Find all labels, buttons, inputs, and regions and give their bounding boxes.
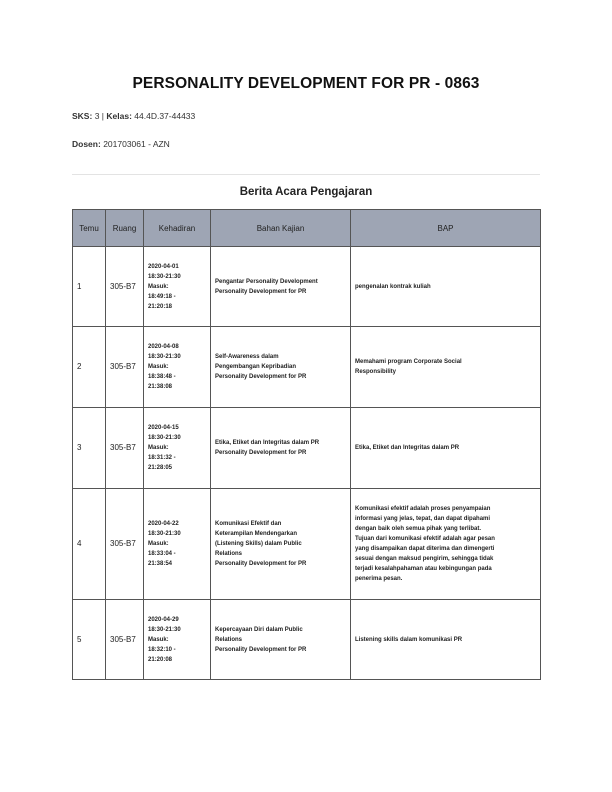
cell-kehadiran-line: 18:38:48 - [148,374,176,380]
kelas-label: Kelas: [106,111,132,121]
cell-bap-line: yang disampaikan dapat diterima dan dimengerti [355,546,495,552]
header-bap: BAP [351,210,541,247]
cell-bap [351,327,541,408]
cell-bahan-kajian-line: Pengembangan Kepribadian [215,364,297,370]
dosen-value: 201703061 - AZN [103,139,170,149]
cell-bap-line: Listening skills dalam komunikasi PR [355,636,463,643]
cell-bap-line: Komunikasi efektif adalah proses penyampaian [355,506,491,512]
cell-bap-line: informasi yang jelas, tepat, dan dapat dipahami [355,516,491,522]
cell-bahan-kajian-line: Kepercayaan Diri dalam Public [215,626,303,633]
cell-temu: 2 [73,327,106,408]
course-title: PERSONALITY DEVELOPMENT FOR PR - 0863 [132,75,480,92]
header-temu: Temu [73,210,106,247]
cell-bap-line: Memahami program Corporate Social [355,359,462,365]
cell-kehadiran-line: 2020-04-22 [148,521,179,527]
header-bahan-kajian: Bahan Kajian [211,210,351,247]
cell-kehadiran-line: 2020-04-08 [148,344,179,350]
cell-ruang: 305-B7 [106,408,144,489]
cell-bap [351,408,541,489]
dosen-label: Dosen: [72,139,101,149]
header-kehadiran: Kehadiran [144,210,211,247]
cell-kehadiran-line: 2020-04-29 [148,616,179,623]
cell-kehadiran-line: Masuk: [148,364,169,370]
cell-bap-line: pengenalan kontrak kuliah [355,283,431,290]
cell-bahan-kajian-line: Komunikasi Efektif dan [215,521,282,527]
cell-bahan-kajian-line: Personality Development for PR [215,450,307,456]
cell-ruang: 305-B7 [106,600,144,680]
cell-kehadiran-line: 21:28:05 [148,465,173,471]
cell-kehadiran [144,327,211,408]
cell-kehadiran-line: Masuk: [148,283,169,290]
cell-bap-line: sesuai dengan maksud pengirim, sehingga tidak [355,556,494,562]
cell-bahan-kajian-line: Personality Development for PR [215,561,307,567]
divider [72,174,540,175]
cell-kehadiran-line: 18:32:10 - [148,646,176,653]
cell-bahan-kajian [211,489,351,600]
cell-kehadiran [144,489,211,600]
sks-label: SKS: [72,111,93,121]
cell-temu: 4 [73,489,106,600]
cell-kehadiran-line: 18:31:32 - [148,455,176,461]
cell-ruang: 305-B7 [106,327,144,408]
cell-kehadiran-line: 18:30-21:30 [148,435,181,441]
cell-bap [351,600,541,680]
cell-bahan-kajian-line: Self-Awareness dalam [215,354,279,360]
cell-ruang: 305-B7 [106,247,144,327]
cell-kehadiran-line: 21:38:54 [148,561,173,567]
cell-bahan-kajian-line: Relations [215,636,243,643]
cell-kehadiran-line: 18:30-21:30 [148,626,181,633]
cell-bahan-kajian-line: Personality Development for PR [215,374,307,380]
cell-bahan-kajian [211,247,351,327]
cell-kehadiran-line: Masuk: [148,445,169,451]
cell-temu: 3 [73,408,106,489]
cell-temu: 5 [73,600,106,680]
lecturer-meta [72,139,170,149]
cell-kehadiran [144,247,211,327]
section-title: Berita Acara Pengajaran [239,186,373,198]
cell-kehadiran-line: Masuk: [148,636,169,643]
cell-bahan-kajian-line: Pengantar Personality Development [215,278,318,285]
cell-bahan-kajian [211,600,351,680]
cell-ruang: 305-B7 [106,489,144,600]
table-row [73,489,541,600]
cell-kehadiran-line: 21:38:08 [148,384,173,390]
cell-bahan-kajian-line: Etika, Etiket dan Integritas dalam PR [215,440,320,446]
cell-kehadiran-line: 21:20:18 [148,303,173,310]
cell-kehadiran-line: 2020-04-15 [148,425,179,431]
cell-bahan-kajian-line: Relations [215,551,243,557]
table-body [73,247,541,680]
bap-table [72,209,541,680]
cell-kehadiran-line: 21:20:08 [148,656,173,663]
cell-kehadiran [144,600,211,680]
cell-bap-line: dengan baik oleh semua pihak yang terlibat. [355,526,482,532]
cell-bap-line: penerima pesan. [355,576,403,582]
cell-bahan-kajian-line: Personality Development for PR [215,288,307,295]
course-meta [72,111,195,121]
table-row [73,600,541,680]
cell-kehadiran [144,408,211,489]
cell-bap-line: Tujuan dari komunikasi efektif adalah agar pesan [355,536,495,542]
cell-kehadiran-line: Masuk: [148,541,169,547]
cell-bahan-kajian-line: Keterampilan Mendengarkan [215,531,298,537]
table-header-row [73,210,541,247]
cell-bahan-kajian [211,408,351,489]
cell-bahan-kajian-line: (Listening Skills) dalam Public [215,541,302,547]
cell-bap-line: terjadi kesalahpahaman atau kebingungan pada [355,566,492,572]
kelas-value: 44.4D.37-44433 [134,111,196,121]
cell-kehadiran-line: 2020-04-01 [148,263,179,270]
cell-bahan-kajian [211,327,351,408]
cell-bap-line: Responsibility [355,369,397,375]
table-row [73,327,541,408]
cell-kehadiran-line: 18:49:18 - [148,293,176,300]
cell-bap-line: Etika, Etiket dan Integritas dalam PR [355,445,460,451]
cell-bahan-kajian-line: Personality Development for PR [215,646,307,653]
table-row [73,408,541,489]
cell-kehadiran-line: 18:30-21:30 [148,531,181,537]
cell-bap [351,247,541,327]
table-row [73,247,541,327]
cell-kehadiran-line: 18:30-21:30 [148,273,181,280]
cell-kehadiran-line: 18:30-21:30 [148,354,181,360]
cell-kehadiran-line: 18:33:04 - [148,551,176,557]
sks-value: 3 [94,111,100,121]
cell-temu: 1 [73,247,106,327]
meta-separator: | [101,111,105,121]
cell-bap [351,489,541,600]
header-ruang: Ruang [106,210,144,247]
